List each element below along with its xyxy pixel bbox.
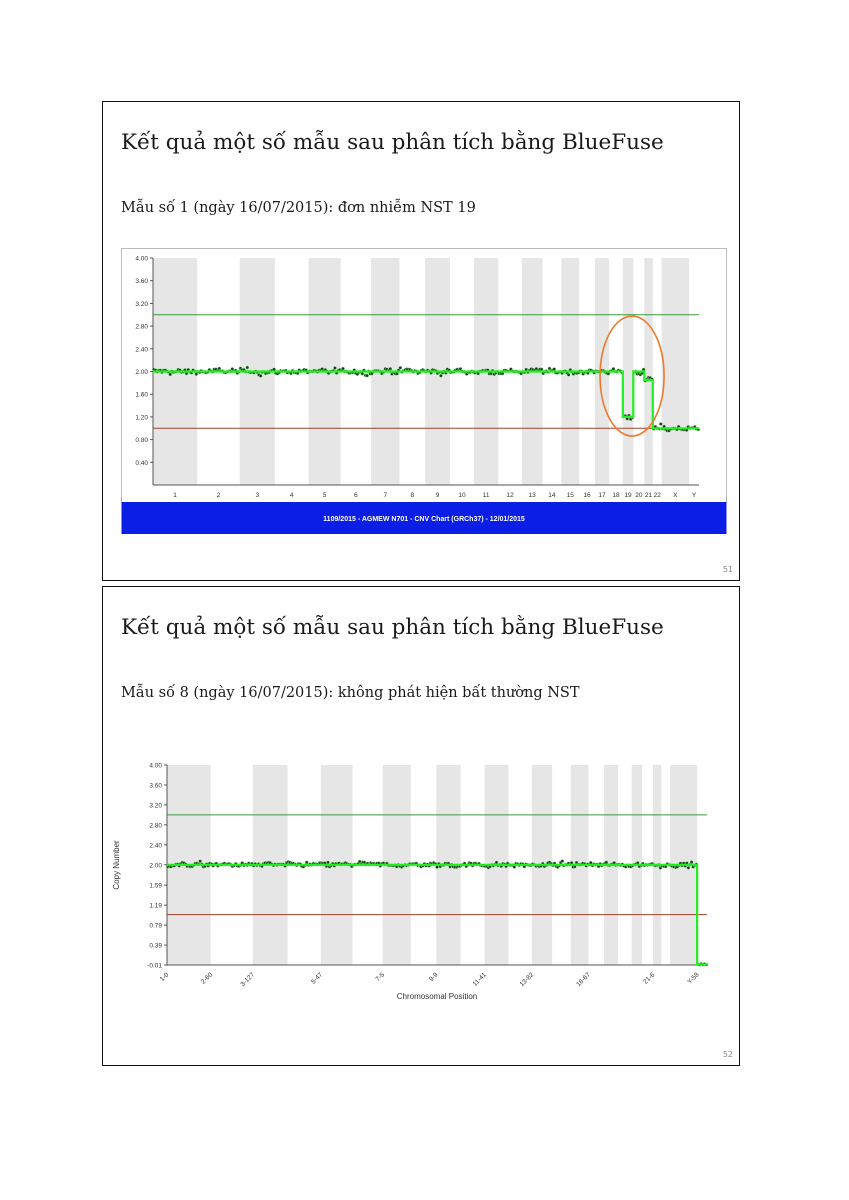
x-tick-label: 13-82	[518, 971, 536, 989]
data-point	[199, 860, 202, 863]
data-point	[366, 374, 369, 377]
x-tick-label: 19	[624, 492, 632, 499]
x-axis-label: Chromosomal Position	[396, 992, 478, 1001]
x-tick-label: 20	[635, 492, 643, 499]
y-tick-label: 0.39	[149, 942, 162, 950]
x-tick-label: X	[673, 492, 678, 499]
x-tick-label: 4	[289, 492, 294, 499]
x-tick-label: Y-58	[686, 971, 701, 986]
x-tick-label: 3-127	[239, 971, 257, 989]
x-tick-label: 2-60	[199, 971, 215, 986]
y-tick-label: 1.19	[149, 902, 162, 910]
chromosome-band	[623, 258, 634, 485]
slide-subtitle: Mẫu số 8 (ngày 16/07/2015): không phát hiện bất thường NST	[121, 685, 580, 701]
x-tick-label: 5	[322, 492, 327, 499]
data-point	[561, 860, 564, 863]
x-tick-label: 1	[173, 492, 177, 499]
x-tick-label: 5-47	[310, 971, 325, 986]
x-tick-label: 21	[644, 492, 653, 499]
data-point	[439, 374, 442, 377]
x-tick-label: 2	[216, 492, 221, 499]
y-tick-label: 4.00	[149, 762, 162, 770]
x-tick-label: 9-9	[428, 971, 440, 984]
slide-subtitle: Mẫu số 1 (ngày 16/07/2015): đơn nhiễm NST 19	[121, 200, 476, 216]
x-tick-label: 21-6	[642, 971, 657, 986]
y-tick-label: 0.40	[135, 459, 148, 467]
data-point	[246, 366, 249, 369]
y-tick-label: 2.00	[135, 369, 148, 376]
y-tick-label: -0.01	[147, 962, 162, 970]
y-tick-label: 3.20	[135, 300, 148, 308]
data-point	[399, 366, 402, 369]
y-tick-label: 1.20	[135, 414, 148, 422]
data-point	[259, 374, 262, 377]
x-tick-label: 16-67	[575, 971, 592, 989]
y-tick-label: 2.40	[149, 842, 162, 850]
x-tick-label: 13	[528, 492, 536, 499]
cnv-chart-sample-8	[109, 757, 721, 1007]
x-tick-label: 10	[458, 492, 466, 499]
y-tick-label: 2.80	[149, 822, 162, 830]
y-axis-label: Copy Number	[112, 840, 121, 890]
y-tick-label: 0.79	[149, 922, 162, 930]
page-number: 51	[722, 565, 733, 574]
data-point	[687, 866, 690, 869]
data-point	[567, 373, 570, 376]
y-tick-label: 1.59	[149, 882, 162, 890]
y-tick-label: 4.00	[135, 255, 148, 263]
slide-title: Kết quả một số mẫu sau phân tích bằng BlueFuse	[121, 615, 664, 640]
y-tick-label: 2.80	[135, 323, 148, 331]
y-tick-label: 2.00	[149, 862, 162, 870]
x-tick-label: 22	[653, 492, 661, 499]
chromosome-band	[662, 258, 689, 485]
data-point	[389, 367, 392, 370]
x-tick-label: 17	[598, 492, 606, 499]
data-point	[333, 366, 336, 369]
y-tick-label: 1.60	[135, 391, 148, 399]
cnv-chart-sample-1	[121, 248, 727, 536]
data-point	[495, 861, 498, 864]
x-tick-label: 1-0	[158, 971, 171, 984]
y-tick-label: 3.60	[135, 278, 148, 286]
data-point	[659, 422, 662, 425]
data-point	[690, 861, 693, 864]
data-point	[341, 367, 344, 370]
slide-51	[102, 101, 740, 581]
slide-title: Kết quả một số mẫu sau phân tích bằng BlueFuse	[121, 130, 664, 155]
x-tick-label: 11-41	[471, 971, 488, 988]
x-tick-label: 7	[383, 492, 388, 499]
chart-footer-text: 1109/2015 - AGMEW N701 - CNV Chart (GRCh37) - 12/01/2015	[323, 516, 525, 523]
y-tick-label: 3.60	[149, 782, 162, 790]
data-point	[540, 368, 543, 371]
data-point	[326, 861, 329, 864]
data-point	[395, 372, 398, 375]
x-tick-label: 11	[482, 492, 490, 499]
x-tick-label: 15	[566, 492, 574, 499]
x-tick-label: 3	[255, 492, 260, 499]
data-point	[435, 866, 438, 869]
slide-52	[102, 586, 740, 1066]
x-tick-label: Y	[691, 492, 697, 499]
x-tick-label: 9	[435, 492, 440, 499]
page-number: 52	[722, 1050, 733, 1059]
x-tick-label: 8	[410, 492, 415, 499]
x-tick-label: 18	[612, 492, 620, 499]
y-tick-label: 3.20	[149, 802, 162, 810]
x-tick-label: 12	[506, 492, 514, 499]
y-tick-label: 0.80	[135, 437, 148, 445]
chart-frame	[122, 249, 727, 503]
x-tick-label: 7-5	[374, 971, 387, 984]
chromosome-band	[644, 258, 652, 485]
x-tick-label: 16	[583, 492, 591, 499]
data-point	[553, 368, 556, 371]
x-tick-label: 14	[548, 492, 556, 499]
data-point	[169, 373, 172, 376]
x-tick-label: 6	[354, 492, 358, 499]
y-tick-label: 2.40	[135, 346, 148, 354]
